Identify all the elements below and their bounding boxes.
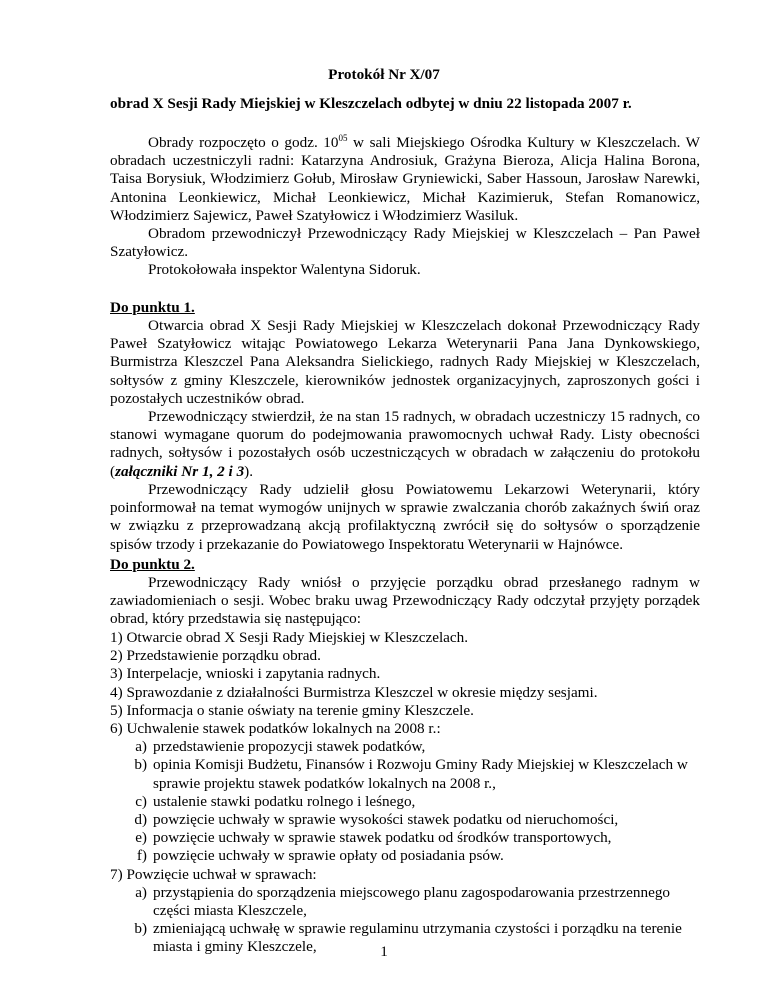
agenda-subitem: d) powzięcie uchwały w sprawie wysokości stawek podatku od nieruchomości, — [134, 811, 619, 829]
agenda-subitem: f) powzięcie uchwały w sprawie opłaty od posiadania psów. — [136, 847, 504, 865]
attachments-reference: załączniki Nr 1, 2 i 3 — [115, 462, 245, 480]
document-title: Protokół Nr X/07 — [328, 66, 440, 83]
agenda-item: 4) Sprawozdanie z działalności Burmistrza Kleszczel w okresie między sesjami. — [110, 683, 598, 701]
chair-paragraph: Obradom przewodniczył Przewodniczący Rady Miejskiej w Kleszczelach – Pan Paweł Szatyłowicz. — [110, 225, 700, 261]
agenda-subitem: a) przystąpienia do sporządzenia miejscowego planu zagospodarowania przestrzennego części miasta Kleszczele, — [135, 883, 671, 920]
agenda-item: 3) Interpelacje, wnioski i zapytania radnych. — [110, 665, 381, 683]
agenda-item: 1) Otwarcie obrad X Sesji Rady Miejskiej w Kleszczelach. — [110, 629, 469, 646]
point2-heading: Do punktu 2. — [110, 556, 195, 573]
agenda-list — [110, 629, 710, 957]
point1-heading: Do punktu 1. — [110, 299, 195, 316]
agenda-subitem: c) ustalenie stawki podatku rolnego i leśnego, — [135, 792, 416, 810]
point2-paragraph-1: Przewodniczący Rady wniósł o przyjęcie porządku obrad przesłanego radnym w zawiadomieniach o sesji. Wobec braku uwag Przewodniczący Rady odczytał przyjęty porządek obrad, który przedstawia się następująco: — [110, 574, 700, 628]
agenda-item: 2) Przedstawienie porządku obrad. — [110, 647, 321, 665]
page-number: 1 — [380, 943, 388, 960]
point1-paragraph-3: Przewodniczący Rady udzielił głosu Powiatowemu Lekarzowi Weterynarii, który poinformował na temat wymogów unijnych w sprawie zwalczania chorób zakaźnych świń oraz w związku z przeprowadzaną akcją profilaktyczną zwrócił się do sołtysów o sporządzenie spisów trzody i przekazanie do Powiatowego Inspektoratu Weterynarii w Hajnówce. — [110, 481, 700, 553]
time-superscript: 05 — [338, 133, 348, 143]
intro-paragraph: Obrady rozpoczęto o godz. $10^{05}$ w sali Miejskiego Ośrodka Kultury w Kleszczelach. W obradach uczestniczyli radni: Katarzyna Androsiuk, Grażyna Bieroza, Alicja Halina Borona, Taisa Borysiuk, Włodzimierz Gołub, Mirosław Gryniewicki, Saber Hassoun, Jarosław Narewki, Antonina Leonkiewicz, Michał Leonkiewicz, Michał Kazimieruk, Stefan Romanowicz, Włodzimierz Sajewicz, Paweł Szatyłowicz i Włodzimierz Wasiluk. — [110, 133, 700, 224]
agenda-subitem: a) przedstawienie propozycji stawek podatków, — [135, 738, 426, 756]
agenda-subitem: b) zmieniającą uchwałę w sprawie regulaminu utrzymania czystości i porządku na terenie miasta i gminy Kleszczele, — [134, 920, 682, 956]
point1-paragraph-1: Otwarcia obrad X Sesji Rady Miejskiej w Kleszczelach dokonał Przewodniczący Rady Paweł Szatyłowicz witając Powiatowego Lekarza Weterynarii Pana Jana Dynkowskiego, Burmistrza Kleszczel Pana Aleksandra Sielickiego, radnych Rady Miejskiej w Kleszczelach, sołtysów z gminy Kleszczele, kierowników jednostek organizacyjnych, zaproszonych gości i pozostałych uczestników obrad. — [110, 317, 700, 407]
point1-paragraph-2: Przewodniczący stwierdził, że na stan 15 radnych, w obradach uczestniczy 15 radnych, co stanowi wymagane quorum do podejmowania prawomocnych uchwał Rady. Listy obecności radnych, sołtysów i pozostałych osób uczestniczących w obradach w załączeniu do protokołu (załączniki Nr 1, 2 i 3). — [110, 408, 700, 480]
document-subtitle: obrad X Sesji Rady Miejskiej w Kleszczelach odbytej w dniu 22 listopada 2007 r. — [110, 95, 632, 112]
agenda-item: 5) Informacja o stanie oświaty na terenie gminy Kleszczele. — [110, 701, 474, 719]
agenda-subitem: e) powzięcie uchwały w sprawie stawek podatku od środków transportowych, — [135, 829, 612, 847]
agenda-subitem: b) opinia Komisji Budżetu, Finansów i Rozwoju Gminy Rady Miejskiej w Kleszczelach w sprawie projektu stawek podatków lokalnych na 2008 r., — [134, 756, 688, 792]
recorder-paragraph: Protokołowała inspektor Walentyna Sidoruk. — [148, 261, 421, 278]
agenda-item: 7) Powzięcie uchwał w sprawach: — [110, 865, 317, 883]
agenda-item: 6) Uchwalenie stawek podatków lokalnych na 2008 r.: — [110, 720, 441, 738]
